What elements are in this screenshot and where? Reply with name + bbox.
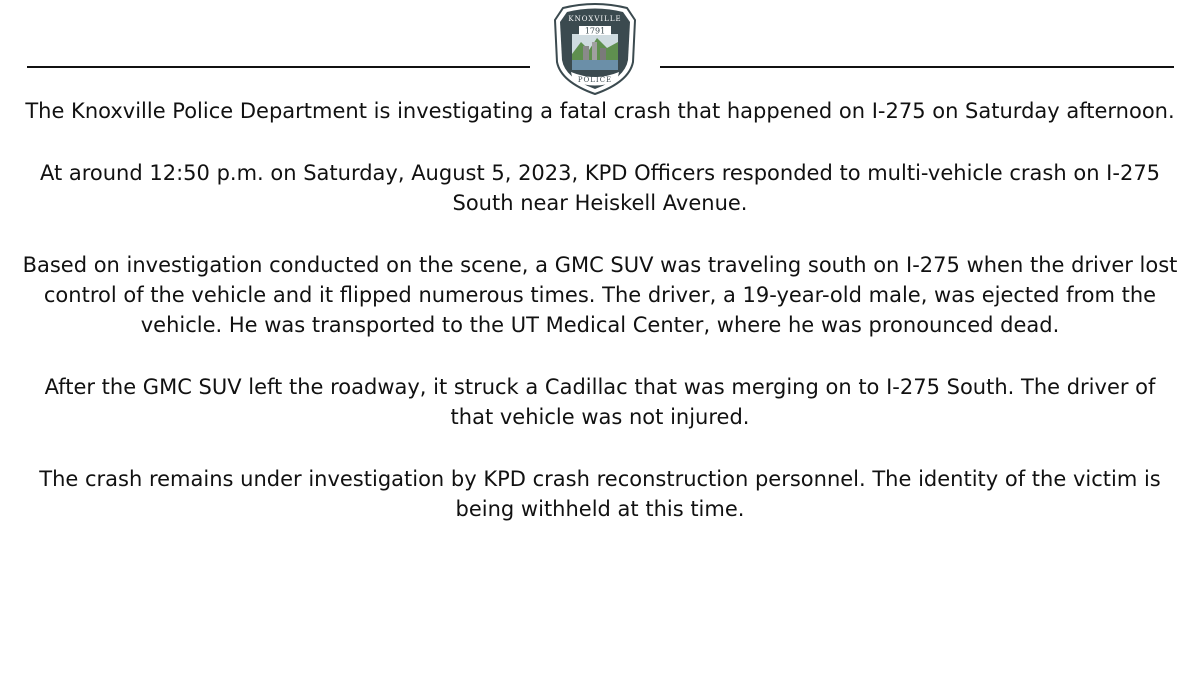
badge-text-top: KNOXVILLE — [568, 15, 622, 23]
paragraph-second-vehicle: After the GMC SUV left the roadway, it struck a Cadillac that was merging on to I-275 South. The driver of that vehicle was not injured. — [44, 375, 1156, 429]
press-release-body — [20, 96, 1180, 524]
header — [0, 0, 1200, 100]
knoxville-police-badge-icon — [545, 2, 645, 96]
paragraph-intro: The Knoxville Police Department is investigating a fatal crash that happened on I-275 on Saturday afternoon. — [25, 99, 1175, 123]
paragraph-response: At around 12:50 p.m. on Saturday, August 5, 2023, KPD Officers responded to multi-vehicle crash on I-275 South near Heiskell Avenue. — [39, 161, 1161, 215]
left-divider — [27, 66, 530, 68]
right-divider — [660, 66, 1174, 68]
badge-text-bottom: POLICE — [577, 76, 613, 84]
badge-year: 1791 — [584, 26, 606, 36]
paragraph-status: The crash remains under investigation by KPD crash reconstruction personnel. The identity of the victim is being withheld at this time. — [39, 467, 1161, 521]
paragraph-investigation: Based on investigation conducted on the scene, a GMC SUV was traveling south on I-275 when the driver lost control of the vehicle and it flipped numerous times. The driver, a 19-year-old male, was ejected from the vehicle. He was transported to the UT Medical Center, where he was pronounced dead. — [22, 253, 1178, 337]
